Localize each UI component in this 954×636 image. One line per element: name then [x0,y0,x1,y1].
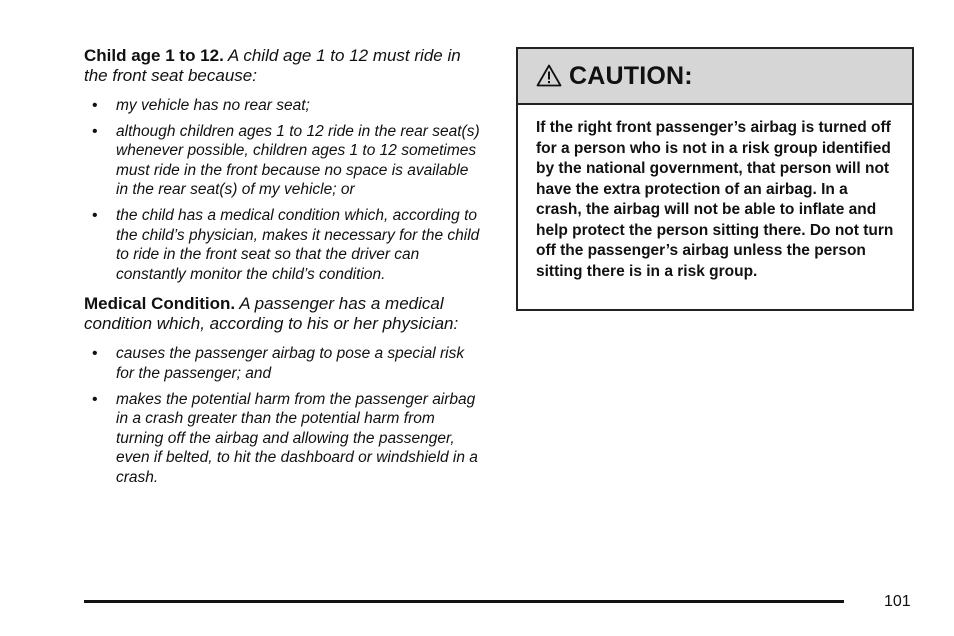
medical-condition-paragraph [84,294,484,334]
list-item [84,390,484,488]
left-column [84,46,484,498]
list-item [84,96,484,116]
child-age-heading: Child age 1 to 12. [84,46,224,65]
warning-triangle-icon [536,64,562,87]
list-item-text: causes the passenger airbag to pose a special risk for the passenger; and [116,345,465,382]
bullet-icon: • [92,122,98,140]
list-item [84,122,484,200]
caution-text: If the right front passenger’s airbag is turned off for a person who is not in a risk group identified by the national government, that person will not have the extra protection of an airbag. In a crash, the airbag will not be able to inflate and help protect the person sitting there. Do not turn off the passenger’s airbag unless the person sitting there is in a risk group. [536,119,894,280]
list-item-text: the child has a medical condition which, according to the child’s physician, makes it necessary for the child to ride in the front seat so that the driver can constantly monitor the child’s condition. [116,206,480,283]
list-item-text: my vehicle has no rear seat; [116,97,310,114]
medical-reasons-list [84,344,484,487]
list-item [84,206,484,284]
caution-header [518,49,912,105]
medical-condition-text: A passenger has a medical condition which, according to his or her physician: [84,294,459,334]
child-age-paragraph [84,46,484,86]
list-item-text: although children ages 1 to 12 ride in the rear seat(s) whenever possible, children ages 1 to 12 sometimes must ride in the front because no space is available in the rear seat(s) of my vehicle; or [116,122,480,199]
child-age-text: A child age 1 to 12 must ride in the front seat because: [84,46,461,85]
list-item [84,344,484,383]
footer-rule [84,600,844,603]
bullet-icon: • [92,390,98,408]
page-number: 101 [884,593,911,610]
caution-box [516,47,914,311]
caution-title: CAUTION: [569,61,693,90]
bullet-icon: • [92,206,98,224]
medical-condition-heading: Medical Condition. [84,294,236,314]
child-reasons-list [84,96,484,284]
list-item-text: makes the potential harm from the passenger airbag in a crash greater than the potential harm from turning off the airbag and allowing the passenger, even if belted, to hit the dashboard or windshield in a crash. [116,390,478,486]
bullet-icon: • [92,97,98,114]
bullet-icon: • [92,345,98,363]
